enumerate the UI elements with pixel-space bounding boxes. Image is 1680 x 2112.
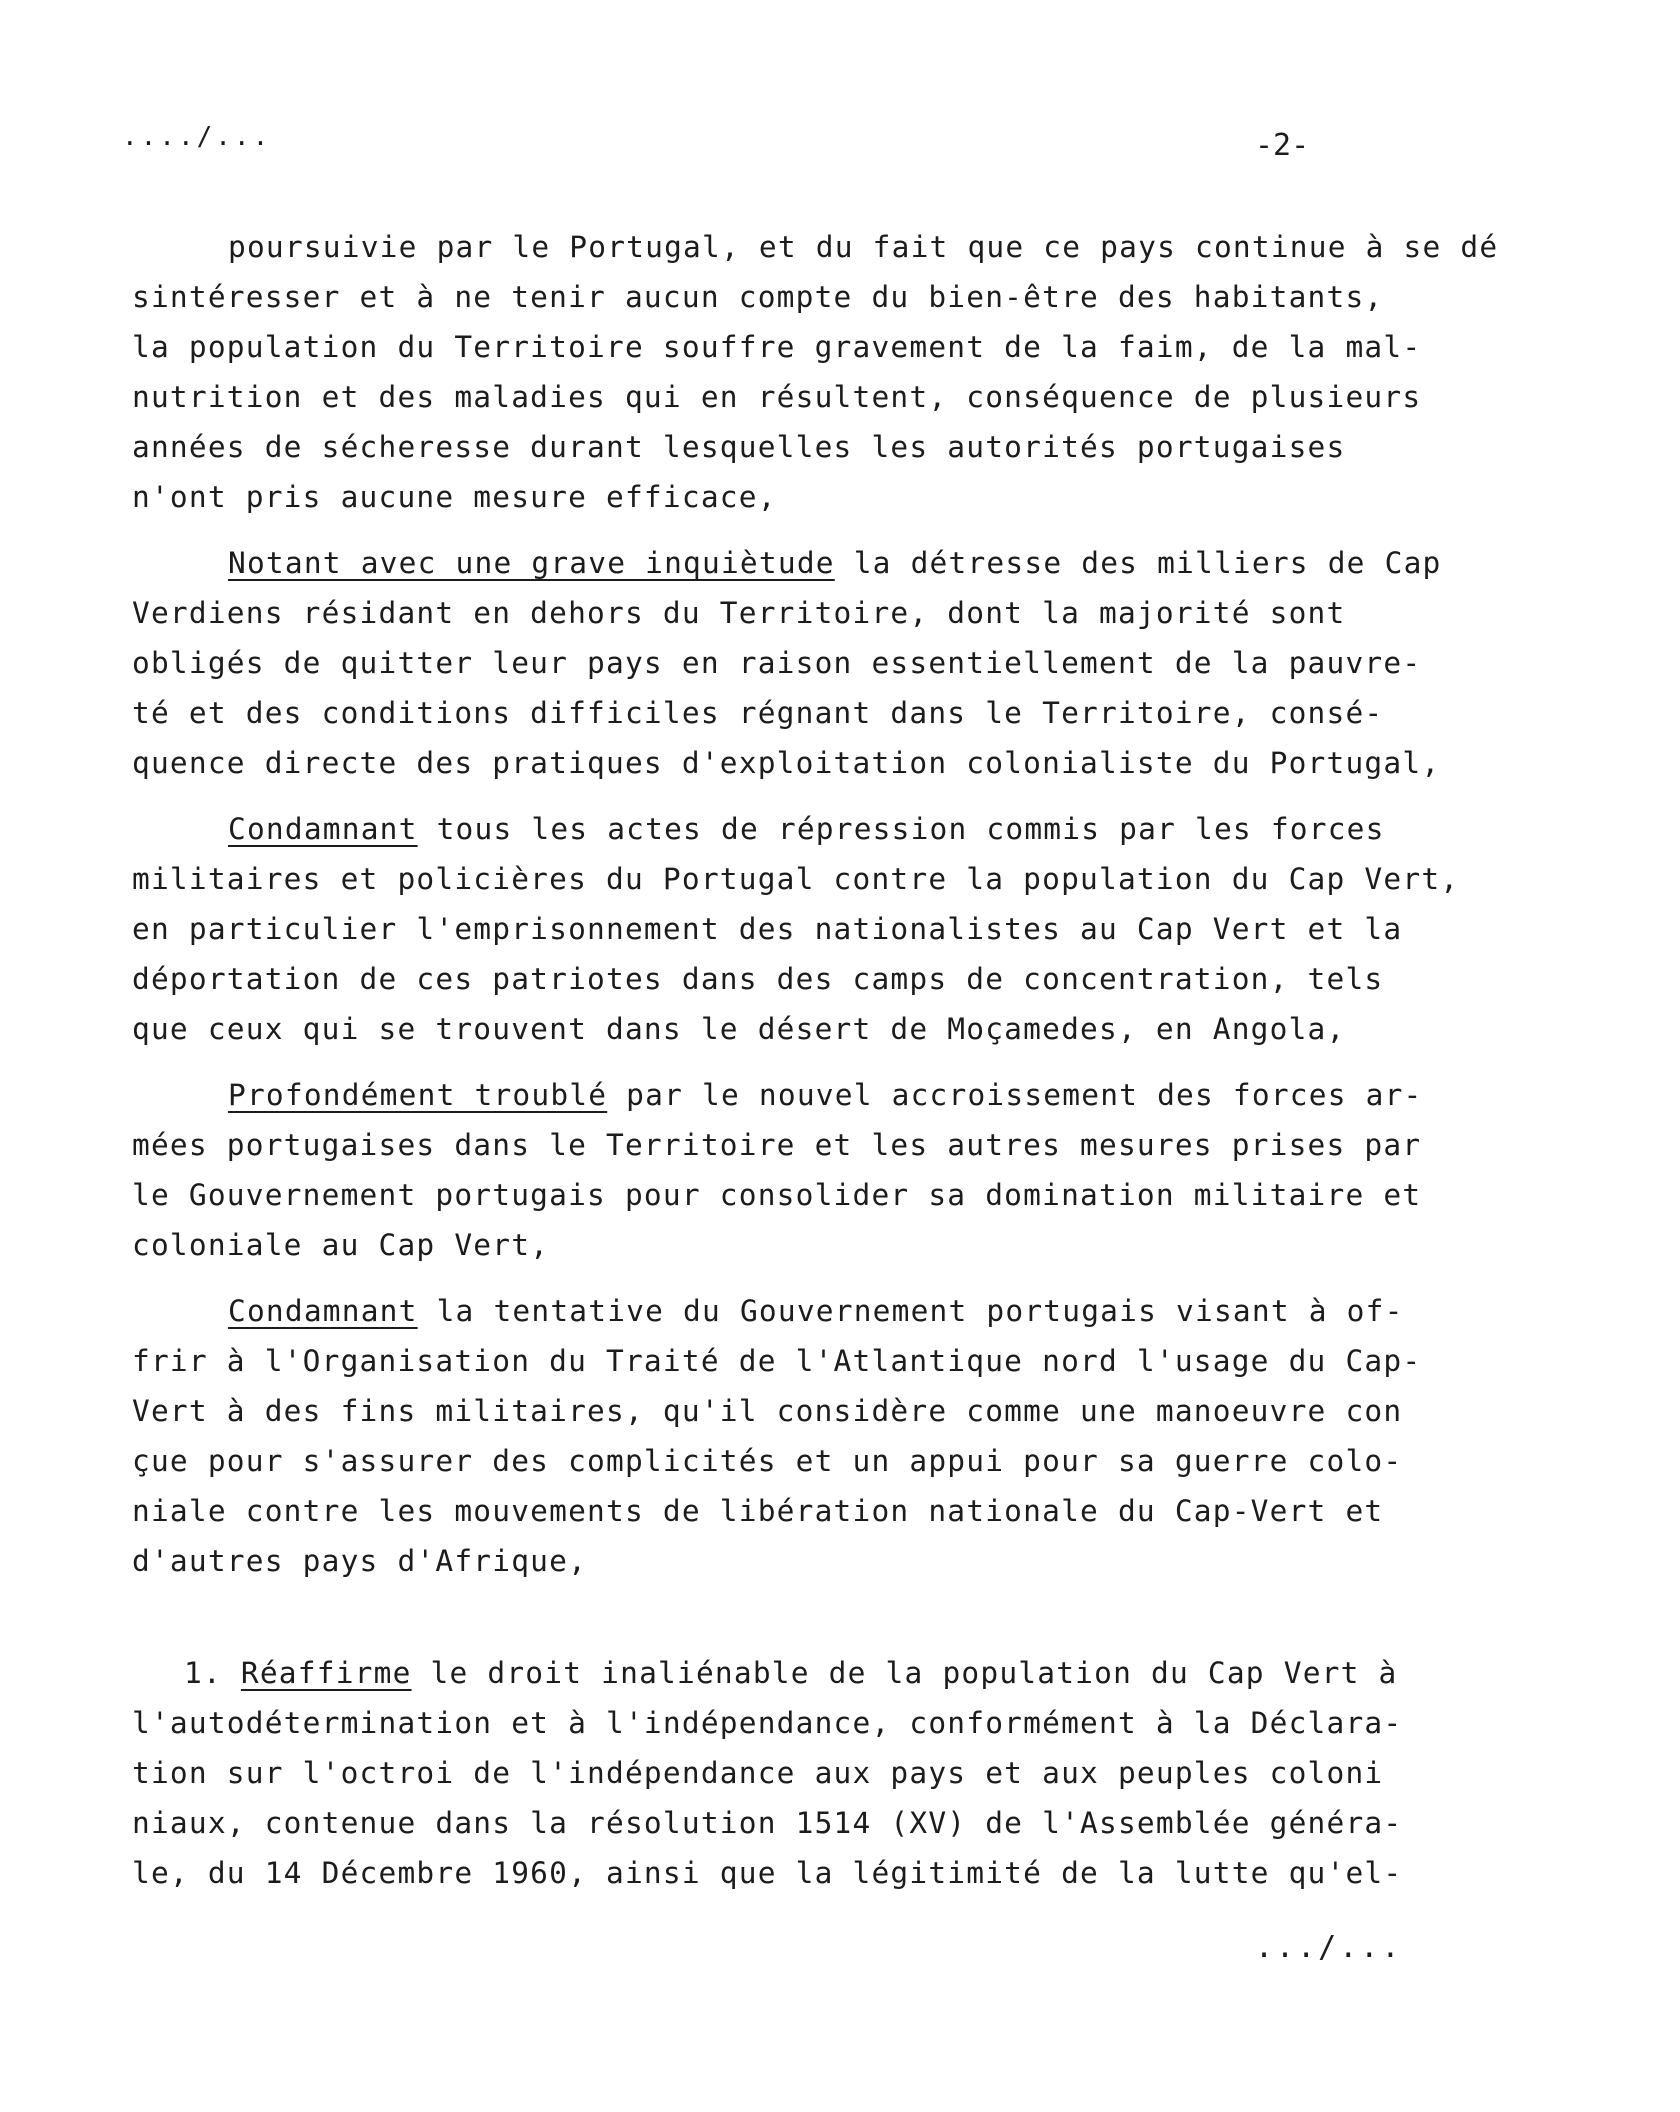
line-text: d'autres pays d'Afrique, (132, 1544, 588, 1578)
text-line (132, 1436, 1512, 1486)
text-line (132, 588, 1512, 638)
preambular-paragraph (132, 538, 1512, 788)
preambular-paragraph (132, 804, 1512, 1054)
text-line (132, 738, 1512, 788)
line-text: té et des conditions difficiles régnant dans le Territoire, consé- (132, 696, 1384, 730)
text-line (132, 1170, 1512, 1220)
line-text: frir à l'Organisation du Traité de l'Atlantique nord l'usage du Cap- (132, 1344, 1422, 1378)
line-text: déportation de ces patriotes dans des camps de concentration, tels (132, 962, 1384, 996)
line-text: poursuivie par le Portugal, et du fait que ce pays continue à se dé (228, 230, 1499, 264)
text-line (132, 1648, 1512, 1698)
line-text: nutrition et des maladies qui en résultent, conséquence de plusieurs (132, 380, 1422, 414)
text-line (132, 422, 1512, 472)
operative-paragraph (132, 1648, 1512, 1898)
line-text: tion sur l'octroi de l'indépendance aux pays et aux peuples coloni (132, 1756, 1384, 1790)
line-text: le, du 14 Décembre 1960, ainsi que la légitimité de la lutte qu'el- (132, 1856, 1403, 1890)
line-text: en particulier l'emprisonnement des nationalistes au Cap Vert et la (132, 912, 1403, 946)
continuation-mark-bottom: .../... (1255, 1930, 1403, 1965)
text-line (132, 1386, 1512, 1436)
line-text: le droit inaliénable de la population du Cap Vert à (411, 1656, 1398, 1690)
continuation-mark-top: ..../... (122, 122, 272, 152)
line-text: tous les actes de répression commis par les forces (417, 812, 1385, 846)
text-line (132, 1336, 1512, 1386)
page-number: -2- (1255, 128, 1310, 163)
line-text: la population du Territoire souffre gravement de la faim, de la mal- (132, 330, 1422, 364)
text-line (132, 322, 1512, 372)
text-line (132, 1536, 1512, 1586)
text-line (132, 1286, 1512, 1336)
text-line (132, 1698, 1512, 1748)
paragraph-number: 1. (184, 1656, 241, 1690)
line-text: sintéresser et à ne tenir aucun compte du bien-être des habitants, (132, 280, 1384, 314)
text-line (132, 954, 1512, 1004)
underlined-lead-phrase: Profondément troublé (228, 1078, 608, 1112)
text-line (132, 222, 1512, 272)
text-line (132, 1120, 1512, 1170)
line-text: l'autodétermination et à l'indépendance, conformément à la Déclara- (132, 1706, 1403, 1740)
underlined-lead-phrase: Notant avec une grave inquiètude (228, 546, 835, 580)
preambular-paragraph (132, 1286, 1512, 1586)
line-text: militaires et policières du Portugal contre la population du Cap Vert, (132, 862, 1460, 896)
line-text: coloniale au Cap Vert, (132, 1228, 550, 1262)
line-text: çue pour s'assurer des complicités et un appui pour sa guerre colo- (132, 1444, 1403, 1478)
text-line (132, 854, 1512, 904)
line-text: que ceux qui se trouvent dans le désert de Moçamedes, en Angola, (132, 1012, 1346, 1046)
text-line (132, 1070, 1512, 1120)
line-text: Vert à des fins militaires, qu'il considère comme une manoeuvre con (132, 1394, 1403, 1428)
text-line (132, 272, 1512, 322)
text-line (132, 538, 1512, 588)
line-text: années de sécheresse durant lesquelles les autorités portugaises (132, 430, 1346, 464)
text-line (132, 1748, 1512, 1798)
line-text: Verdiens résidant en dehors du Territoire, dont la majorité sont (132, 596, 1346, 630)
text-line (132, 904, 1512, 954)
text-line (132, 1798, 1512, 1848)
line-text: par le nouvel accroissement des forces ar- (607, 1078, 1423, 1112)
line-text: niale contre les mouvements de libération nationale du Cap-Vert et (132, 1494, 1384, 1528)
text-line (132, 1848, 1512, 1898)
resolution-text (132, 222, 1512, 1914)
line-text: mées portugaises dans le Territoire et les autres mesures prises par (132, 1128, 1422, 1162)
text-line (132, 472, 1512, 522)
line-text: obligés de quitter leur pays en raison essentiellement de la pauvre- (132, 646, 1422, 680)
text-line (132, 638, 1512, 688)
underlined-lead-phrase: Réaffirme (240, 1656, 412, 1690)
text-line (132, 688, 1512, 738)
line-text: le Gouvernement portugais pour consolider sa domination militaire et (132, 1178, 1422, 1212)
line-text: niaux, contenue dans la résolution 1514 (XV) de l'Assemblée généra- (132, 1806, 1403, 1840)
preambular-paragraph (132, 1070, 1512, 1270)
text-line (132, 804, 1512, 854)
underlined-lead-phrase: Condamnant (228, 1294, 418, 1328)
line-text: la détresse des milliers de Cap (834, 546, 1442, 580)
text-line (132, 1486, 1512, 1536)
preambular-paragraph (132, 222, 1512, 522)
line-text: quence directe des pratiques d'exploitation colonialiste du Portugal, (132, 746, 1441, 780)
line-text: n'ont pris aucune mesure efficace, (132, 480, 777, 514)
text-line (132, 1220, 1512, 1270)
text-line (132, 1004, 1512, 1054)
underlined-lead-phrase: Condamnant (228, 812, 418, 846)
text-line (132, 372, 1512, 422)
line-text: la tentative du Gouvernement portugais visant à of- (417, 1294, 1404, 1328)
